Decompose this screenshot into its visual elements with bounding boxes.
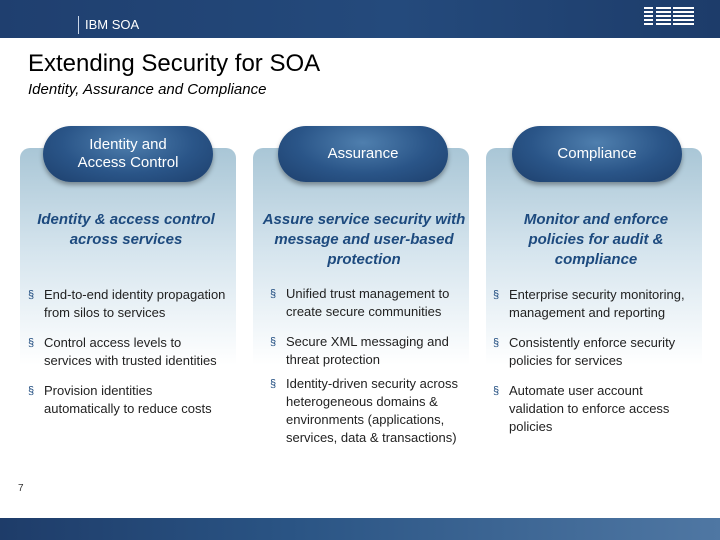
- bullet-text: Control access levels to services with trusted identities: [44, 335, 217, 368]
- compliance-bullets: [493, 286, 693, 436]
- ibm-logo-icon: [644, 6, 694, 28]
- identity-pill: Identity and Access Control: [43, 126, 213, 182]
- list-item: [270, 375, 460, 447]
- slide-title: Extending Security for SOA: [28, 50, 321, 77]
- compliance-heading: Monitor and enforce policies for audit & compliance: [523, 211, 669, 268]
- list-item: [270, 333, 460, 369]
- identity-heading: Identity & access control across services: [37, 211, 215, 248]
- list-item: [28, 286, 228, 322]
- bullet-icon: §: [493, 337, 500, 349]
- list-item: [270, 285, 460, 321]
- assurance-bullets: [270, 285, 460, 447]
- list-item: [28, 334, 228, 370]
- list-item: [493, 382, 693, 436]
- bullet-text: Consistently enforce security policies for services: [509, 335, 676, 368]
- compliance-pill: Compliance: [512, 126, 682, 182]
- bullet-text: Enterprise security monitoring, management and reporting: [509, 287, 685, 320]
- bullet-icon: §: [28, 289, 35, 301]
- bullet-icon: §: [28, 385, 35, 397]
- bullet-icon: §: [270, 378, 277, 390]
- bullet-icon: §: [493, 385, 500, 397]
- assurance-pill: Assurance: [278, 126, 448, 182]
- identity-bullets: [28, 286, 228, 418]
- bullet-text: Unified trust management to create secure communities: [286, 286, 450, 319]
- list-item: [493, 286, 693, 322]
- slide-subtitle: Identity, Assurance and Compliance: [28, 81, 267, 98]
- assurance-heading: Assure service security with message and user-based protection: [262, 211, 466, 268]
- bullet-icon: §: [270, 288, 277, 300]
- header-divider: [78, 16, 79, 34]
- bullet-icon: §: [270, 336, 277, 348]
- list-item: [493, 334, 693, 370]
- bullet-text: Secure XML messaging and threat protection: [286, 334, 449, 367]
- list-item: [28, 382, 228, 418]
- bullet-text: End-to-end identity propagation from silos to services: [44, 287, 226, 320]
- bullet-text: Provision identities automatically to reduce costs: [44, 383, 212, 416]
- header-bar: [0, 0, 720, 38]
- bullet-text: Automate user account validation to enforce access policies: [509, 383, 670, 434]
- bullet-text: Identity-driven security across heterogeneous domains & environments (applications, services, data & transactions): [286, 376, 458, 445]
- page-number: 7: [18, 483, 24, 494]
- bullet-icon: §: [493, 289, 500, 301]
- header-brand-label: IBM SOA: [85, 17, 140, 32]
- footer-bar: [0, 518, 720, 540]
- bullet-icon: §: [28, 337, 35, 349]
